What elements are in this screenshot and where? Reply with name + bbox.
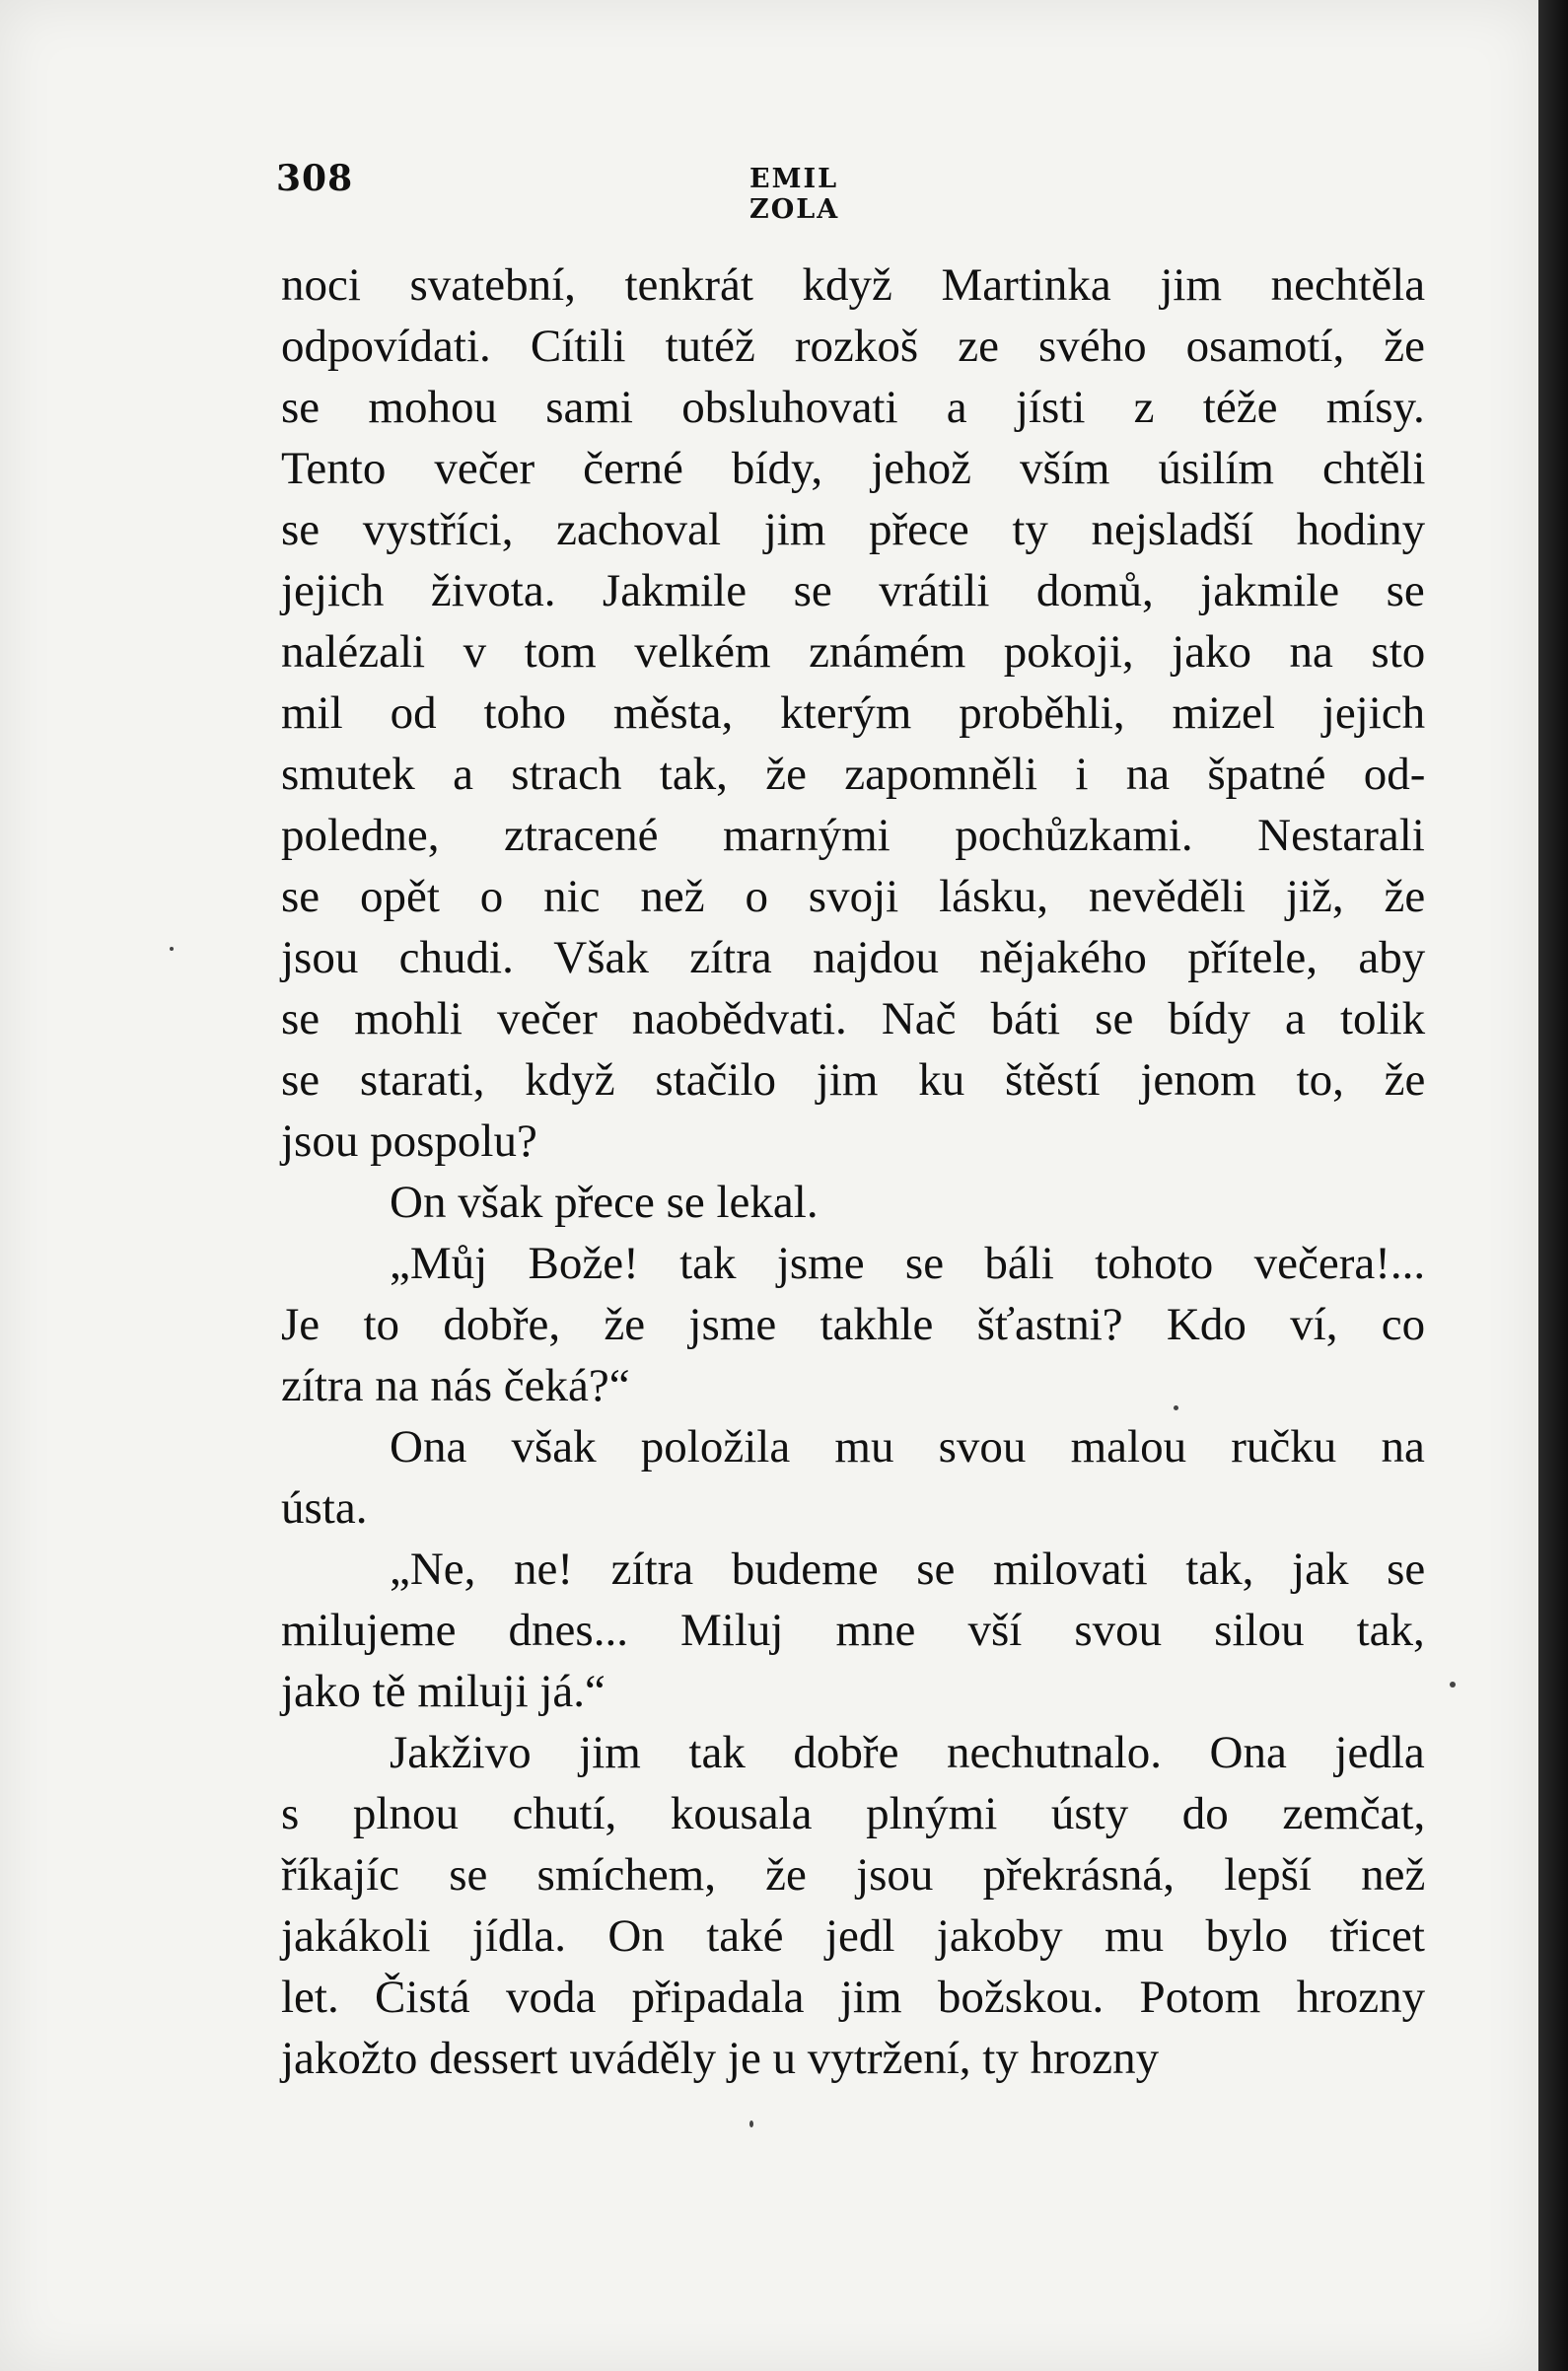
text-line: se opět o nic než o svoji lásku, nevěděli již, že	[281, 871, 1426, 922]
running-head: EMIL ZOLA	[749, 164, 840, 225]
text-line: říkajíc se smíchem, že jsou překrásná, lepší než	[281, 1849, 1426, 1901]
text-line: ústa.	[281, 1482, 368, 1534]
text-line: Je to dobře, že jsme takhle šťastni? Kdo ví, co	[281, 1299, 1426, 1350]
text-line: se mohou sami obsluhovati a jísti z téže mísy.	[281, 382, 1425, 433]
text-line: jsou chudi. Však zítra najdou nějakého přítele, aby	[281, 932, 1426, 983]
text-line: jsou pospolu?	[281, 1115, 537, 1167]
paper-speck	[1450, 1682, 1456, 1688]
text-line: „Ne, ne! zítra budeme se milovati tak, jak se	[390, 1544, 1426, 1595]
page-number: 308	[276, 158, 354, 199]
text-line: s plnou chutí, kousala plnými ústy do zemčat,	[281, 1788, 1426, 1839]
text-line: poledne, ztracené marnými pochůzkami. Nestarali	[281, 810, 1425, 861]
text-line: Ona však položila mu svou malou ručku na	[390, 1421, 1425, 1473]
text-line: noci svatební, tenkrát když Martinka jim nechtěla	[281, 259, 1426, 311]
text-line: jejich života. Jakmile se vrátili domů, jakmile se	[281, 565, 1425, 616]
text-line: smutek a strach tak, že zapomněli i na špatné od-	[281, 749, 1426, 800]
paper-speck	[749, 2120, 753, 2127]
text-line: se mohli večer naobědvati. Nač báti se bídy a tolik	[281, 993, 1426, 1044]
text-line: nalézali v tom velkém známém pokoji, jako na sto	[281, 626, 1426, 678]
text-line: se starati, když stačilo jim ku štěstí jenom to, že	[281, 1054, 1426, 1106]
text-line: On však přece se lekal.	[390, 1177, 819, 1228]
body-text	[281, 254, 1425, 2089]
text-line: zítra na nás čeká?“	[281, 1360, 630, 1411]
text-line: se vystříci, zachoval jim přece ty nejsladší hodiny	[281, 504, 1426, 555]
text-line: odpovídati. Cítili tutéž rozkoš ze svého osamotí, že	[281, 321, 1425, 372]
text-line: jako tě miluji já.“	[281, 1666, 606, 1717]
page-header	[276, 158, 927, 225]
text-line: Tento večer černé bídy, jehož vším úsilím chtěli	[281, 443, 1426, 494]
text-line: milujeme dnes... Miluj mne vší svou silou tak,	[281, 1605, 1425, 1656]
text-line: mil od toho města, kterým proběhli, mizel jejich	[281, 687, 1426, 739]
text-line: Jakživo jim tak dobře nechutnalo. Ona jedla	[390, 1727, 1425, 1778]
text-line: „Můj Bože! tak jsme se báli tohoto večera!...	[390, 1238, 1426, 1289]
paper-speck	[1174, 1405, 1178, 1410]
paper-speck	[170, 947, 174, 951]
text-line: let. Čistá voda připadala jim božskou. Potom hrozny	[281, 1972, 1426, 2023]
page-edge-shadow	[1538, 0, 1568, 2371]
text-line: jakožto dessert uváděly je u vytržení, ty hrozny	[281, 2033, 1160, 2084]
text-line: jakákoli jídla. On také jedl jakoby mu bylo třicet	[281, 1910, 1425, 1962]
